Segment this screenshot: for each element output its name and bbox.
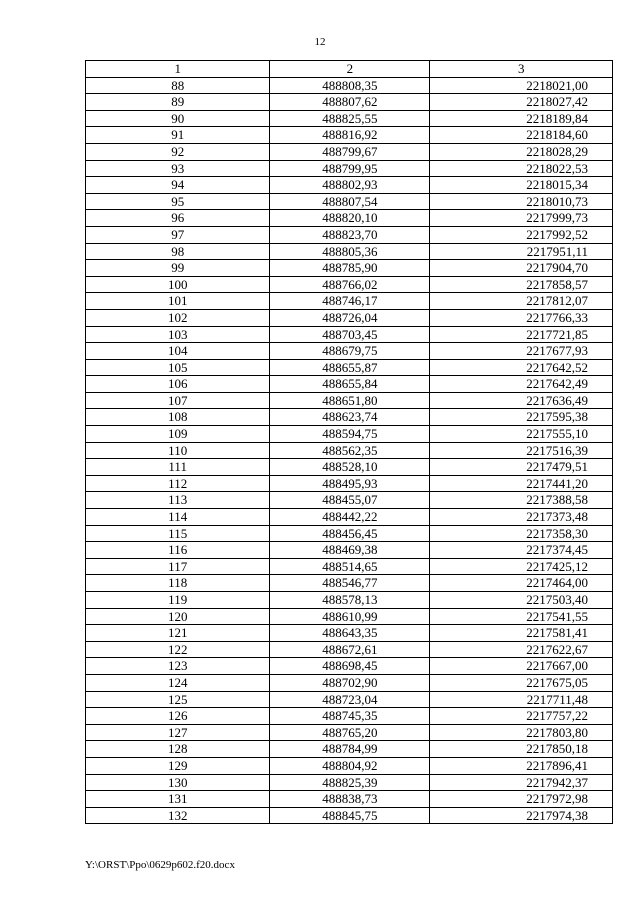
- point-number-cell: 107: [86, 392, 270, 409]
- point-number-cell: 94: [86, 177, 270, 194]
- table-row: [86, 94, 613, 111]
- table-row: [86, 392, 613, 409]
- table-row: [86, 608, 613, 625]
- point-number-cell: 123: [86, 658, 270, 675]
- x-coordinate-cell: 488745,35: [270, 708, 430, 725]
- x-coordinate-cell: 488578,13: [270, 592, 430, 609]
- table-row: [86, 459, 613, 476]
- y-coordinate-cell: 2217858,57: [430, 276, 613, 293]
- table-row: [86, 409, 613, 426]
- table-row: [86, 426, 613, 443]
- table-row: [86, 210, 613, 227]
- point-number-cell: 113: [86, 492, 270, 509]
- y-coordinate-cell: 2217803,80: [430, 724, 613, 741]
- point-number-cell: 88: [86, 77, 270, 94]
- y-coordinate-cell: 2218184,60: [430, 127, 613, 144]
- table-header-row: [86, 61, 613, 78]
- table-row: [86, 641, 613, 658]
- point-number-cell: 129: [86, 757, 270, 774]
- table-row: [86, 658, 613, 675]
- x-coordinate-cell: 488765,20: [270, 724, 430, 741]
- x-coordinate-cell: 488672,61: [270, 641, 430, 658]
- y-coordinate-cell: 2218010,73: [430, 193, 613, 210]
- point-number-cell: 128: [86, 741, 270, 758]
- y-coordinate-cell: 2217972,98: [430, 791, 613, 808]
- y-coordinate-cell: 2217425,12: [430, 558, 613, 575]
- x-coordinate-cell: 488807,62: [270, 94, 430, 111]
- point-number-cell: 111: [86, 459, 270, 476]
- table-row: [86, 376, 613, 393]
- table-row: [86, 127, 613, 144]
- table-row: [86, 177, 613, 194]
- x-coordinate-cell: 488702,90: [270, 674, 430, 691]
- x-coordinate-cell: 488455,07: [270, 492, 430, 509]
- point-number-cell: 91: [86, 127, 270, 144]
- point-number-cell: 108: [86, 409, 270, 426]
- table-row: [86, 674, 613, 691]
- y-coordinate-cell: 2217642,49: [430, 376, 613, 393]
- x-coordinate-cell: 488546,77: [270, 575, 430, 592]
- x-coordinate-cell: 488703,45: [270, 326, 430, 343]
- x-coordinate-cell: 488799,67: [270, 143, 430, 160]
- point-number-cell: 117: [86, 558, 270, 575]
- x-coordinate-cell: 488825,39: [270, 774, 430, 791]
- y-coordinate-cell: 2217541,55: [430, 608, 613, 625]
- footer-file-path: Y:\ORST\Ppo\0629p602.f20.docx: [85, 859, 235, 871]
- y-coordinate-cell: 2217516,39: [430, 442, 613, 459]
- table-row: [86, 592, 613, 609]
- x-coordinate-cell: 488784,99: [270, 741, 430, 758]
- table-row: [86, 708, 613, 725]
- point-number-cell: 122: [86, 641, 270, 658]
- x-coordinate-cell: 488799,95: [270, 160, 430, 177]
- table-row: [86, 575, 613, 592]
- y-coordinate-cell: 2217642,52: [430, 359, 613, 376]
- y-coordinate-cell: 2217677,93: [430, 343, 613, 360]
- x-coordinate-cell: 488805,36: [270, 243, 430, 260]
- point-number-cell: 100: [86, 276, 270, 293]
- x-coordinate-cell: 488610,99: [270, 608, 430, 625]
- point-number-cell: 115: [86, 525, 270, 542]
- table-row: [86, 741, 613, 758]
- point-number-cell: 125: [86, 691, 270, 708]
- table-row: [86, 791, 613, 808]
- x-coordinate-cell: 488838,73: [270, 791, 430, 808]
- y-coordinate-cell: 2217555,10: [430, 426, 613, 443]
- table-row: [86, 807, 613, 824]
- y-coordinate-cell: 2217622,67: [430, 641, 613, 658]
- point-number-cell: 114: [86, 509, 270, 526]
- point-number-cell: 118: [86, 575, 270, 592]
- point-number-cell: 124: [86, 674, 270, 691]
- point-number-cell: 126: [86, 708, 270, 725]
- x-coordinate-cell: 488698,45: [270, 658, 430, 675]
- table-row: [86, 309, 613, 326]
- x-coordinate-cell: 488766,02: [270, 276, 430, 293]
- table-row: [86, 774, 613, 791]
- table-row: [86, 160, 613, 177]
- y-coordinate-cell: 2217479,51: [430, 459, 613, 476]
- y-coordinate-cell: 2218021,00: [430, 77, 613, 94]
- x-coordinate-cell: 488651,80: [270, 392, 430, 409]
- x-coordinate-cell: 488469,38: [270, 542, 430, 559]
- table-row: [86, 343, 613, 360]
- y-coordinate-cell: 2217441,20: [430, 475, 613, 492]
- point-number-cell: 99: [86, 260, 270, 277]
- y-coordinate-cell: 2217581,41: [430, 625, 613, 642]
- y-coordinate-cell: 2217464,00: [430, 575, 613, 592]
- y-coordinate-cell: 2217595,38: [430, 409, 613, 426]
- y-coordinate-cell: 2217766,33: [430, 309, 613, 326]
- point-number-cell: 101: [86, 293, 270, 310]
- y-coordinate-cell: 2217904,70: [430, 260, 613, 277]
- y-coordinate-cell: 2217675,05: [430, 674, 613, 691]
- y-coordinate-cell: 2218022,53: [430, 160, 613, 177]
- column-header-3: 3: [430, 61, 613, 78]
- point-number-cell: 109: [86, 426, 270, 443]
- table-row: [86, 475, 613, 492]
- y-coordinate-cell: 2217358,30: [430, 525, 613, 542]
- x-coordinate-cell: 488820,10: [270, 210, 430, 227]
- column-header-1: 1: [86, 61, 270, 78]
- x-coordinate-cell: 488823,70: [270, 226, 430, 243]
- y-coordinate-cell: 2218027,42: [430, 94, 613, 111]
- point-number-cell: 93: [86, 160, 270, 177]
- x-coordinate-cell: 488808,35: [270, 77, 430, 94]
- x-coordinate-cell: 488594,75: [270, 426, 430, 443]
- table-row: [86, 110, 613, 127]
- x-coordinate-cell: 488802,93: [270, 177, 430, 194]
- y-coordinate-cell: 2217388,58: [430, 492, 613, 509]
- y-coordinate-cell: 2218015,34: [430, 177, 613, 194]
- y-coordinate-cell: 2217374,45: [430, 542, 613, 559]
- x-coordinate-cell: 488514,65: [270, 558, 430, 575]
- page-number: 12: [314, 36, 326, 48]
- y-coordinate-cell: 2217992,52: [430, 226, 613, 243]
- y-coordinate-cell: 2217503,40: [430, 592, 613, 609]
- point-number-cell: 106: [86, 376, 270, 393]
- point-number-cell: 96: [86, 210, 270, 227]
- point-number-cell: 127: [86, 724, 270, 741]
- table-row: [86, 542, 613, 559]
- column-header-2: 2: [270, 61, 430, 78]
- point-number-cell: 90: [86, 110, 270, 127]
- table-row: [86, 757, 613, 774]
- x-coordinate-cell: 488723,04: [270, 691, 430, 708]
- table-row: [86, 193, 613, 210]
- y-coordinate-cell: 2217636,49: [430, 392, 613, 409]
- table-row: [86, 293, 613, 310]
- table-row: [86, 691, 613, 708]
- y-coordinate-cell: 2217850,18: [430, 741, 613, 758]
- x-coordinate-cell: 488442,22: [270, 509, 430, 526]
- point-number-cell: 110: [86, 442, 270, 459]
- coordinates-table: [85, 60, 613, 824]
- table-row: [86, 260, 613, 277]
- table-row: [86, 77, 613, 94]
- point-number-cell: 95: [86, 193, 270, 210]
- x-coordinate-cell: 488845,75: [270, 807, 430, 824]
- x-coordinate-cell: 488785,90: [270, 260, 430, 277]
- point-number-cell: 104: [86, 343, 270, 360]
- x-coordinate-cell: 488562,35: [270, 442, 430, 459]
- point-number-cell: 119: [86, 592, 270, 609]
- x-coordinate-cell: 488623,74: [270, 409, 430, 426]
- point-number-cell: 89: [86, 94, 270, 111]
- x-coordinate-cell: 488825,55: [270, 110, 430, 127]
- x-coordinate-cell: 488679,75: [270, 343, 430, 360]
- point-number-cell: 131: [86, 791, 270, 808]
- y-coordinate-cell: 2217667,00: [430, 658, 613, 675]
- x-coordinate-cell: 488746,17: [270, 293, 430, 310]
- table-row: [86, 276, 613, 293]
- point-number-cell: 98: [86, 243, 270, 260]
- x-coordinate-cell: 488456,45: [270, 525, 430, 542]
- table-row: [86, 724, 613, 741]
- point-number-cell: 105: [86, 359, 270, 376]
- point-number-cell: 102: [86, 309, 270, 326]
- x-coordinate-cell: 488528,10: [270, 459, 430, 476]
- x-coordinate-cell: 488804,92: [270, 757, 430, 774]
- table-body: [86, 77, 613, 824]
- table-row: [86, 143, 613, 160]
- table-row: [86, 326, 613, 343]
- y-coordinate-cell: 2217757,22: [430, 708, 613, 725]
- point-number-cell: 120: [86, 608, 270, 625]
- y-coordinate-cell: 2218189,84: [430, 110, 613, 127]
- table-row: [86, 442, 613, 459]
- table-row: [86, 359, 613, 376]
- table-row: [86, 492, 613, 509]
- x-coordinate-cell: 488655,87: [270, 359, 430, 376]
- table-row: [86, 243, 613, 260]
- table-row: [86, 625, 613, 642]
- y-coordinate-cell: 2217951,11: [430, 243, 613, 260]
- table-row: [86, 509, 613, 526]
- x-coordinate-cell: 488726,04: [270, 309, 430, 326]
- x-coordinate-cell: 488807,54: [270, 193, 430, 210]
- y-coordinate-cell: 2217711,48: [430, 691, 613, 708]
- x-coordinate-cell: 488643,35: [270, 625, 430, 642]
- y-coordinate-cell: 2217896,41: [430, 757, 613, 774]
- point-number-cell: 116: [86, 542, 270, 559]
- table-row: [86, 226, 613, 243]
- y-coordinate-cell: 2217721,85: [430, 326, 613, 343]
- table-row: [86, 525, 613, 542]
- point-number-cell: 121: [86, 625, 270, 642]
- x-coordinate-cell: 488816,92: [270, 127, 430, 144]
- y-coordinate-cell: 2217974,38: [430, 807, 613, 824]
- y-coordinate-cell: 2217373,48: [430, 509, 613, 526]
- y-coordinate-cell: 2217999,73: [430, 210, 613, 227]
- point-number-cell: 130: [86, 774, 270, 791]
- x-coordinate-cell: 488495,93: [270, 475, 430, 492]
- y-coordinate-cell: 2218028,29: [430, 143, 613, 160]
- point-number-cell: 92: [86, 143, 270, 160]
- y-coordinate-cell: 2217812,07: [430, 293, 613, 310]
- point-number-cell: 112: [86, 475, 270, 492]
- x-coordinate-cell: 488655,84: [270, 376, 430, 393]
- y-coordinate-cell: 2217942,37: [430, 774, 613, 791]
- point-number-cell: 132: [86, 807, 270, 824]
- table-row: [86, 558, 613, 575]
- point-number-cell: 97: [86, 226, 270, 243]
- point-number-cell: 103: [86, 326, 270, 343]
